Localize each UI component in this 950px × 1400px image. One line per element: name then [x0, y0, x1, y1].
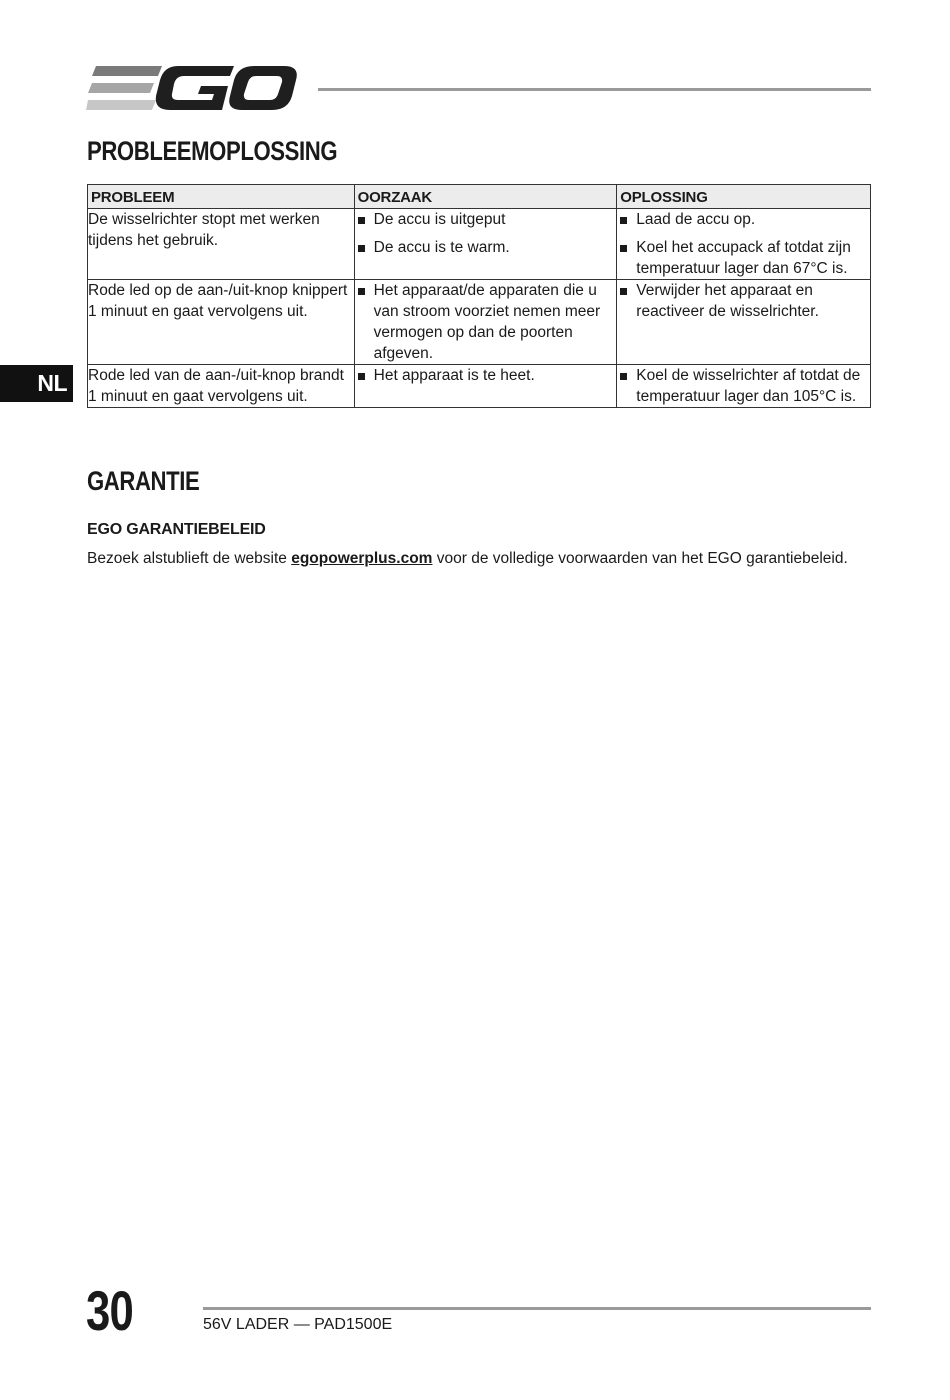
cause-cell: [354, 365, 617, 408]
problem-cell: Rode led op de aan-/uit-knop knippert 1 minuut en gaat vervolgens uit.: [88, 280, 355, 365]
troubleshooting-title: PROBLEEMOPLOSSING: [87, 136, 338, 166]
problem-cell: De wisselrichter stopt met werken tijdens het gebruik.: [88, 209, 355, 280]
troubleshooting-table: [87, 184, 871, 408]
list-item: Verwijder het apparaat en reactiveer de wisselrichter.: [617, 280, 870, 322]
ego-logo: [86, 64, 298, 112]
list-item: Koel de wisselrichter af totdat de temperatuur lager dan 105°C is.: [617, 365, 870, 407]
page-number: 30: [86, 1279, 134, 1342]
list-item: Het apparaat/de apparaten die u van stroom voorziet nemen meer vermogen op dan de poorten afgeven.: [355, 280, 617, 364]
solution-cell: [617, 280, 871, 365]
column-header-problem: PROBLEEM: [88, 185, 355, 209]
list-item: De accu is te warm.: [355, 237, 617, 258]
table-row: [88, 209, 871, 280]
footer-product-label: 56V LADER — PAD1500E: [203, 1316, 393, 1333]
square-bullet-icon: [617, 280, 636, 322]
solution-cell: [617, 365, 871, 408]
square-bullet-icon: [355, 209, 374, 230]
problem-cell: Rode led van de aan-/uit-knop brandt 1 minuut en gaat vervolgens uit.: [88, 365, 355, 408]
warranty-policy-text: Bezoek alstublieft de website egopowerplus.com voor de volledige voorwaarden van het EGO garantiebeleid.: [87, 550, 848, 567]
table-header-row: [88, 185, 871, 209]
footer-rule: [203, 1307, 871, 1310]
cause-cell: [354, 209, 617, 280]
warranty-title: GARANTIE: [87, 466, 200, 496]
list-item: Het apparaat is te heet.: [355, 365, 617, 386]
website-link[interactable]: egopowerplus.com: [291, 550, 433, 567]
list-item: De accu is uitgeput: [355, 209, 617, 230]
square-bullet-icon: [355, 280, 374, 364]
column-header-cause: OORZAAK: [354, 185, 617, 209]
square-bullet-icon: [617, 209, 636, 230]
table-row: [88, 280, 871, 365]
list-item: Koel het accupack af totdat zijn temperatuur lager dan 67°C is.: [617, 237, 870, 279]
solution-cell: [617, 209, 871, 280]
header-rule: [318, 88, 871, 91]
square-bullet-icon: [355, 237, 374, 258]
language-tab: NL: [0, 365, 73, 402]
square-bullet-icon: [617, 365, 636, 407]
square-bullet-icon: [617, 237, 636, 279]
warranty-policy-heading: EGO GARANTIEBELEID: [87, 521, 266, 538]
table-row: [88, 365, 871, 408]
square-bullet-icon: [355, 365, 374, 386]
column-header-solution: OPLOSSING: [617, 185, 871, 209]
list-item: Laad de accu op.: [617, 209, 870, 230]
cause-cell: [354, 280, 617, 365]
